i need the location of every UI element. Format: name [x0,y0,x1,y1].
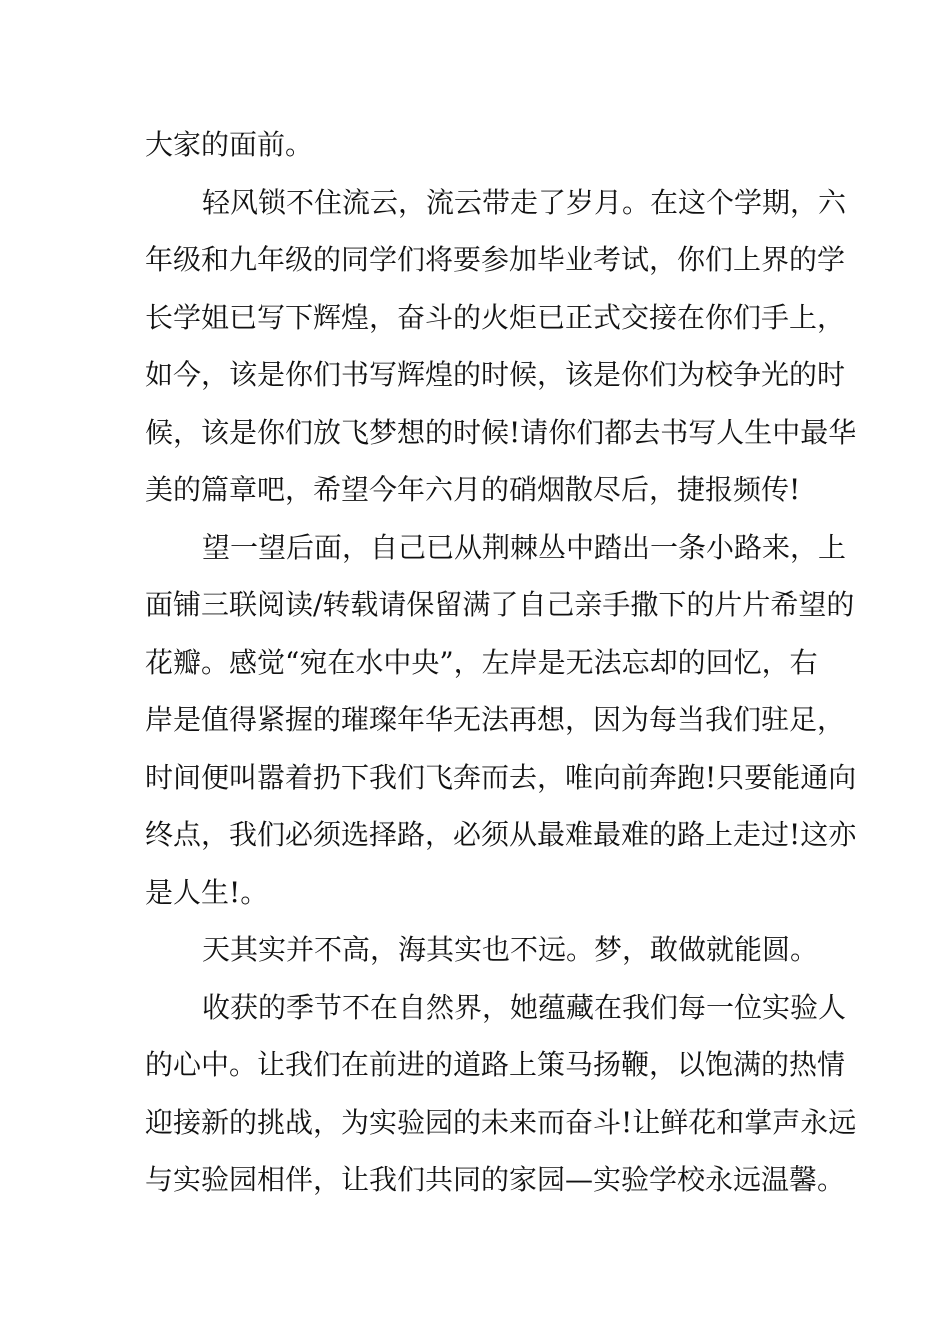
text-line: 面铺三联阅读/转载请保留满了自己亲手撒下的片片希望的 [145,588,855,621]
text-line: 候，该是你们放飞梦想的时候!请你们都去书写人生中最华 [145,415,857,449]
text-line: 时间便叫嚣着扔下我们飞奔而去，唯向前奔跑!只要能通向 [145,760,857,794]
text-line: 望一望后面，自己已从荆棘丛中踏出一条小路来，上 [202,530,847,564]
text-line: 终点，我们必须选择路，必须从最难最难的路上走过!这亦 [145,818,857,851]
text-line: 大家的面前。 [145,128,314,161]
text-line: 迎接新的挑战，为实验园的未来而奋斗!让鲜花和掌声永远 [145,1105,857,1139]
text-line: 美的篇章吧，希望今年六月的硝烟散尽后，捷报频传! [145,473,801,506]
text-line: 的心中。让我们在前进的道路上策马扬鞭，以饱满的热情 [145,1048,846,1081]
text-line: 天其实并不高，海其实也不远。梦，敢做就能圆。 [202,933,819,966]
text-line: 长学姐已写下辉煌，奋斗的火炬已正式交接在你们手上， [145,300,846,334]
text-line: 是人生!。 [145,875,269,909]
document-body [145,116,857,1209]
text-line: 收获的季节不在自然界，她蕴藏在我们每一位实验人 [202,990,847,1024]
text-line: 花瓣。感觉“宛在水中央”，左岸是无法忘却的回忆，右 [145,645,818,679]
text-line: 岸是值得紧握的璀璨年华无法再想，因为每当我们驻足， [145,703,846,736]
text-line: 轻风锁不住流云，流云带走了岁月。在这个学期，六 [202,185,847,219]
text-line: 年级和九年级的同学们将要参加毕业考试，你们上界的学 [145,243,846,276]
text-line: 如今，该是你们书写辉煌的时候，该是你们为校争光的时 [145,358,846,391]
text-line: 与实验园相伴，让我们共同的家园—实验学校永远温馨。 [145,1163,846,1196]
